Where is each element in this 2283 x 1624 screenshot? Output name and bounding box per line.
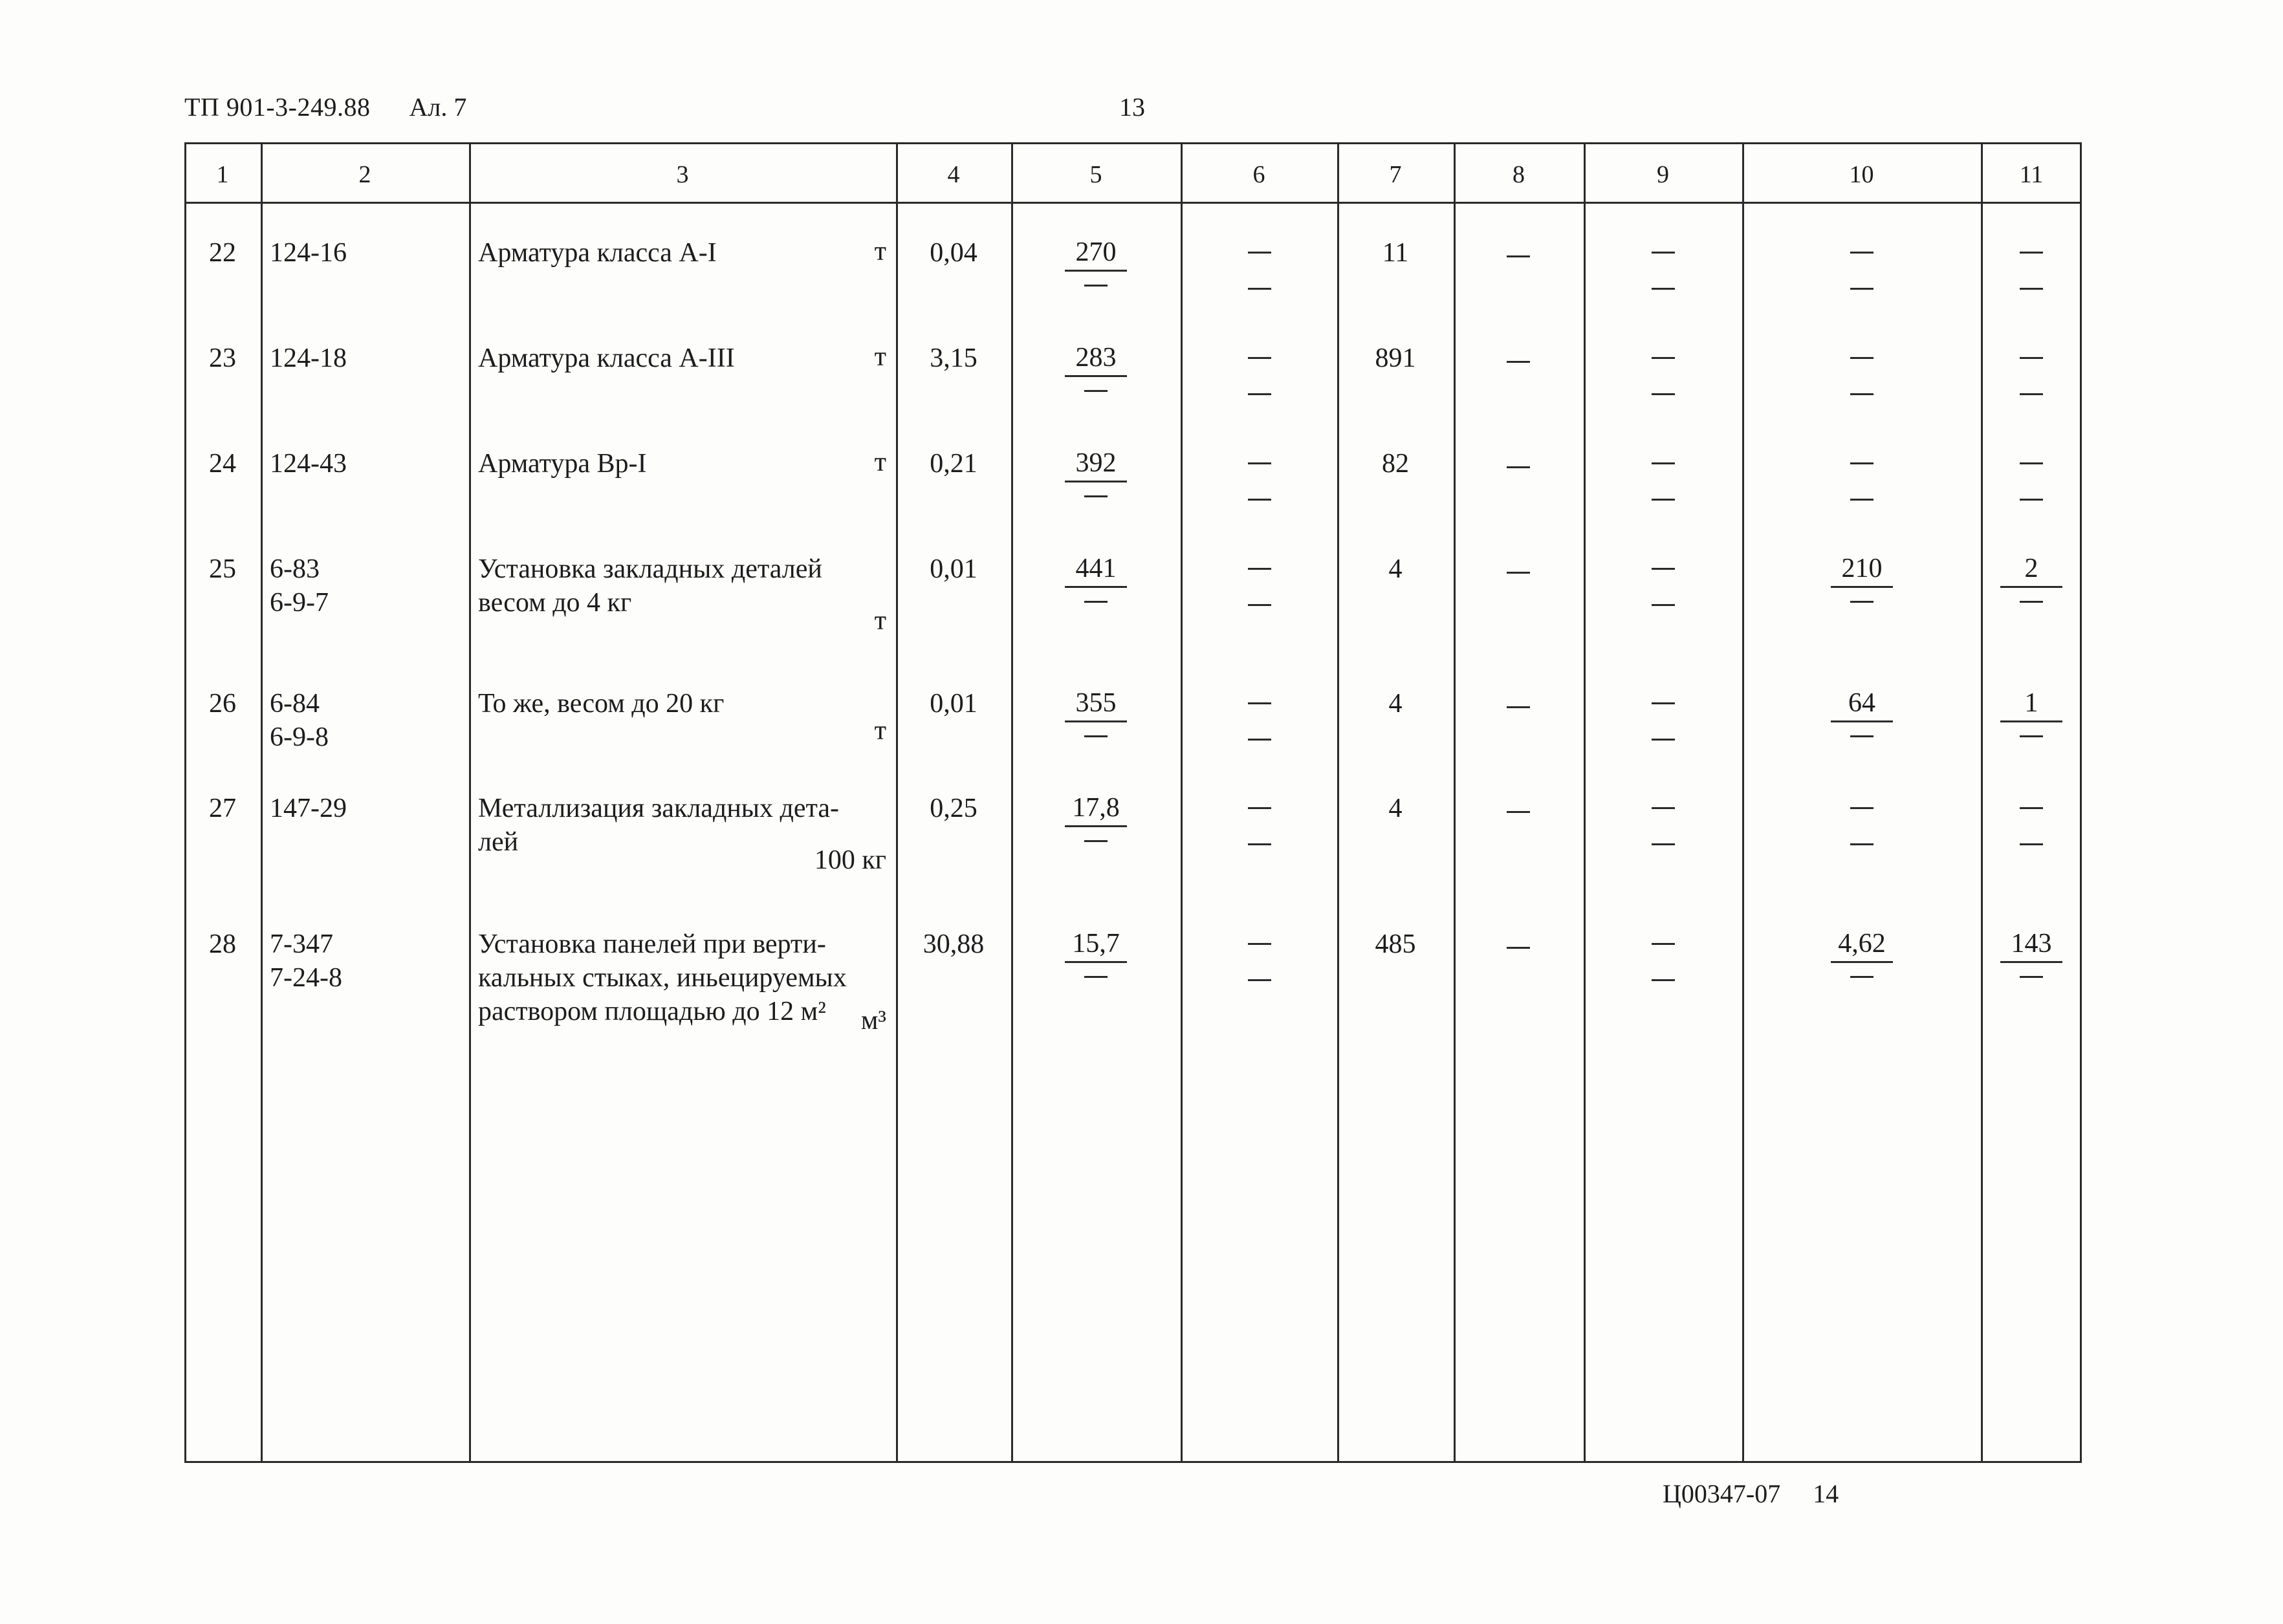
fraction-numerator [1221,807,1298,830]
fraction-cell [1221,341,1298,395]
fraction-numerator [1624,702,1702,726]
fraction-cell [1221,792,1298,845]
unit-of-measure: м³ [860,1006,886,1035]
work-description: Арматура Вр-I [478,449,647,479]
fraction-bar [1831,586,1893,588]
fraction-denominator-dash [1248,393,1271,395]
column-header: 2 [358,161,371,188]
fraction-numerator: 4,62 [1838,929,1886,958]
col-divider [1981,142,1983,1463]
fraction-cell [1823,552,1901,603]
cost-value: 891 [1375,343,1416,373]
fraction-denominator-dash [1084,390,1108,392]
fraction-cell [1993,552,2070,603]
fraction-denominator-dash [2020,499,2043,501]
rate-code: 7-347 [270,929,333,959]
column-header: 3 [676,161,689,188]
fraction-numerator: 17,8 [1072,793,1120,823]
row-number: 24 [209,449,236,479]
fraction-numerator: 210 [1841,554,1883,583]
column-header: 8 [1513,161,1525,188]
fraction-numerator [1624,462,1702,486]
rate-code: 6-83 [270,554,320,584]
row-number: 23 [209,343,236,373]
fraction-cell [1221,236,1298,290]
footer-page: 14 [1813,1479,1839,1508]
fraction-cell [1624,236,1702,290]
col-divider [469,142,471,1463]
work-description: раствором площадью до 12 м² [478,997,826,1026]
column-header: 9 [1657,161,1669,188]
empty-dash [1507,811,1530,813]
fraction-cell [1993,341,2070,395]
row-number: 26 [209,689,236,719]
fraction-numerator [1624,943,1702,966]
fraction-denominator-dash [1850,499,1873,501]
work-description: Арматура класса А-III [478,343,735,373]
document-code-header [184,92,466,122]
fraction-bar [2000,586,2062,588]
fraction-bar [1065,270,1127,272]
fraction-cell [1993,927,2070,978]
fraction-numerator [1221,252,1298,275]
fraction-denominator-dash [1850,601,1873,603]
fraction-numerator [1823,252,1901,275]
fraction-bar [1065,481,1127,482]
row-number: 27 [209,794,236,823]
fraction-denominator-dash [1248,979,1271,981]
empty-dash [1507,255,1530,257]
unit-of-measure: т [874,342,886,372]
quantity-value: 0,01 [930,689,978,719]
fraction-cell [1624,552,1702,606]
empty-dash [1507,572,1530,574]
fraction-denominator-dash [1084,601,1108,603]
row-number: 25 [209,554,236,584]
rate-code: 147-29 [270,794,347,823]
fraction-numerator [1993,807,2070,830]
empty-dash [1507,947,1530,949]
fraction-bar [1065,720,1127,722]
column-header: 1 [216,161,229,188]
fraction-denominator-dash [1084,976,1108,978]
fraction-cell [1624,447,1702,501]
fraction-cell [1624,687,1702,741]
fraction-bar [2000,961,2062,963]
fraction-denominator-dash [1652,393,1675,395]
empty-dash [1507,361,1530,363]
fraction-numerator [1624,252,1702,275]
column-header: 6 [1252,161,1265,188]
fraction-cell [1823,792,1901,845]
fraction-numerator [1993,462,2070,486]
fraction-denominator-dash [1850,393,1873,395]
fraction-numerator [1221,357,1298,380]
fraction-cell [1993,687,2070,737]
fraction-numerator [1221,568,1298,591]
fraction-denominator-dash [1084,285,1108,287]
quantity-value: 0,21 [930,449,978,479]
footer-doc-code: Ц00347-07 [1663,1479,1781,1508]
unit-of-measure: т [874,606,886,636]
fraction-denominator-dash [1084,735,1108,737]
fraction-bar [1831,720,1893,722]
fraction-denominator-dash [1652,843,1675,845]
row-number: 28 [209,929,236,959]
work-description: весом до 4 кг [478,588,632,618]
empty-dash [1507,466,1530,468]
fraction-denominator-dash [2020,735,2043,737]
cost-value: 82 [1382,449,1409,479]
fraction-cell [1993,236,2070,290]
work-description: кальных стыках, иньецируемых [478,963,847,993]
col-divider [1742,142,1744,1463]
fraction-numerator: 2 [2024,554,2038,583]
fraction-cell [1993,447,2070,501]
fraction-denominator-dash [1850,288,1873,290]
fraction-denominator-dash [2020,393,2043,395]
quantity-value: 30,88 [923,929,985,959]
column-header: 4 [947,161,960,188]
rate-code: 6-9-8 [270,722,329,752]
fraction-denominator-dash [1248,843,1271,845]
column-header: 7 [1389,161,1402,188]
empty-dash [1507,706,1530,708]
fraction-cell [1624,792,1702,845]
fraction-cell [1221,687,1298,741]
fraction-bar [1065,961,1127,963]
fraction-cell [1221,552,1298,606]
rate-code: 124-43 [270,449,347,479]
fraction-denominator-dash [1850,976,1873,978]
fraction-numerator [1624,807,1702,830]
unit-of-measure: 100 кг [814,845,886,875]
col-divider [1011,142,1013,1463]
fraction-numerator: 355 [1075,688,1117,718]
cost-value: 485 [1375,929,1416,959]
fraction-denominator-dash [2020,976,2043,978]
fraction-numerator: 1 [2024,688,2038,718]
fraction-cell [1624,927,1702,981]
fraction-numerator [1823,357,1901,380]
rate-code: 7-24-8 [270,963,342,993]
fraction-denominator-dash [1652,288,1675,290]
fraction-denominator-dash [1652,979,1675,981]
fraction-cell [1057,552,1135,603]
fraction-denominator-dash [2020,601,2043,603]
fraction-numerator: 143 [2011,929,2052,958]
fraction-denominator-dash [2020,288,2043,290]
fraction-numerator [1221,462,1298,486]
fraction-bar [1831,961,1893,963]
fraction-numerator: 441 [1075,554,1117,583]
fraction-cell [1057,236,1135,287]
fraction-cell [1823,927,1901,978]
col-divider [1584,142,1586,1463]
estimate-table [184,142,2082,1463]
quantity-value: 0,01 [930,554,978,584]
fraction-numerator [1624,568,1702,591]
cost-value: 4 [1388,554,1403,584]
quantity-value: 0,04 [930,238,978,268]
rate-code: 124-18 [270,343,347,373]
col-divider [261,142,263,1463]
fraction-cell [1057,687,1135,737]
quantity-value: 3,15 [930,343,978,373]
fraction-numerator: 64 [1848,688,1875,718]
fraction-denominator-dash [1652,604,1675,606]
fraction-denominator-dash [1850,735,1873,737]
work-description: Металлизация закладных дета- [478,794,840,823]
fraction-cell [1057,927,1135,978]
fraction-numerator [1221,702,1298,726]
fraction-denominator-dash [1248,288,1271,290]
document-code: ТП 901-3-249.88 [184,92,371,122]
fraction-numerator [1221,943,1298,966]
fraction-denominator-dash [1652,499,1675,501]
fraction-cell [1823,236,1901,290]
fraction-cell [1823,447,1901,501]
fraction-cell [1993,792,2070,845]
rate-code: 124-16 [270,238,347,268]
fraction-denominator-dash [1248,739,1271,741]
fraction-cell [1624,341,1702,395]
fraction-denominator-dash [1248,604,1271,606]
work-description: Установка панелей при верти- [478,929,826,959]
fraction-cell [1057,341,1135,392]
col-divider [1181,142,1183,1463]
column-header: 10 [1849,161,1874,188]
col-divider [1454,142,1456,1463]
work-description: То же, весом до 20 кг [478,689,725,719]
fraction-numerator: 392 [1075,448,1117,478]
fraction-numerator [1993,357,2070,380]
rate-code: 6-9-7 [270,588,329,618]
fraction-denominator-dash [2020,843,2043,845]
fraction-cell [1823,687,1901,737]
rate-code: 6-84 [270,689,320,719]
fraction-denominator-dash [1084,495,1108,497]
unit-of-measure: т [874,448,886,477]
cost-value: 4 [1388,689,1403,719]
quantity-value: 0,25 [930,794,978,823]
unit-of-measure: т [874,716,886,746]
column-header: 5 [1089,161,1102,188]
fraction-numerator: 283 [1075,343,1117,373]
fraction-cell [1823,341,1901,395]
fraction-denominator-dash [1248,499,1271,501]
fraction-denominator-dash [1850,843,1873,845]
work-description: лей [478,827,519,857]
footer [1663,1478,1839,1509]
cost-value: 11 [1382,238,1409,268]
fraction-denominator-dash [1084,840,1108,842]
fraction-numerator [1993,252,2070,275]
cost-value: 4 [1388,794,1403,823]
fraction-bar [1065,825,1127,827]
work-description: Арматура класса А-I [478,238,717,268]
row-number: 22 [209,238,236,268]
fraction-cell [1221,447,1298,501]
fraction-numerator [1624,357,1702,380]
fraction-cell [1057,792,1135,842]
fraction-numerator [1823,807,1901,830]
fraction-bar [1065,586,1127,588]
fraction-denominator-dash [1652,739,1675,741]
sheet-label: Ал. 7 [409,92,467,122]
fraction-bar [1065,375,1127,377]
work-description: Установка закладных деталей [478,554,822,584]
fraction-numerator: 15,7 [1072,929,1120,958]
fraction-bar [2000,720,2062,722]
unit-of-measure: т [874,237,886,266]
fraction-cell [1221,927,1298,981]
fraction-cell [1057,447,1135,497]
fraction-numerator [1823,462,1901,486]
fraction-numerator: 270 [1075,237,1117,267]
column-header: 11 [2019,161,2044,188]
page-number: 13 [1119,92,1145,122]
